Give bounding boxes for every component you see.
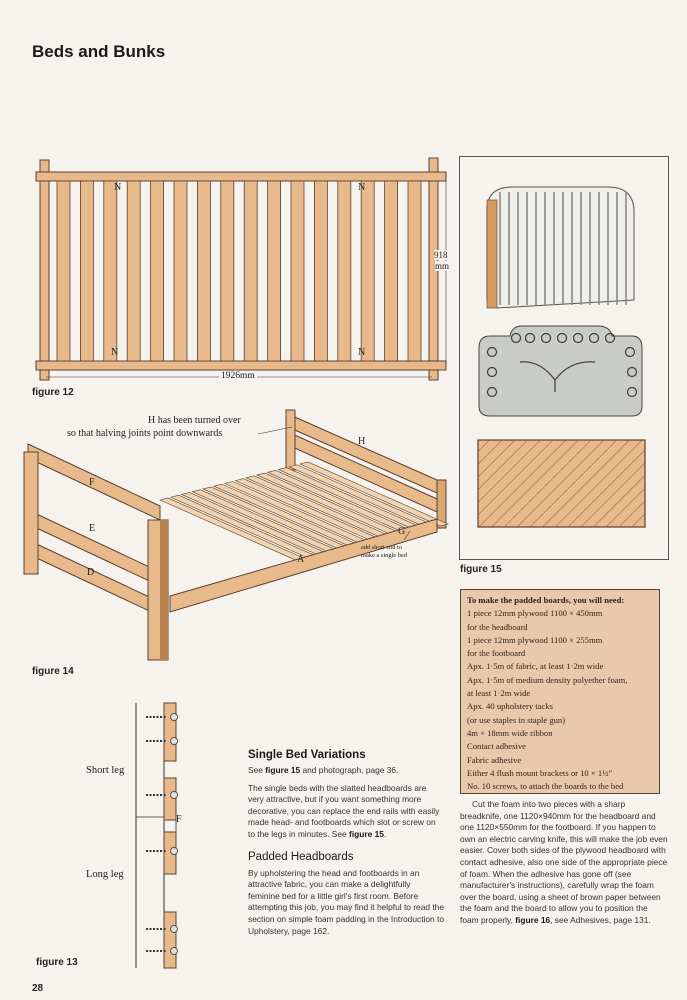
foam-instructions-text: Cut the foam into two pieces with a sharp breadknife, one 1120×940mm for the headboard and one 1120×550mm for the footboard. If you happen to own an electric carving knife, this will make the job even easier. Cover both sides of the plywood headboard with contact adhesive, also one side of the appropriate piece of foam. When the adhesive has gone off (see manufacturer's instructions), carefully wrap the foam over the board, using a sheet of brown paper between the foam and the board to allow you to position the foam properly, xyxy=(460,799,668,925)
fig13-long-leg: Long leg xyxy=(86,869,124,880)
materials-item: 4m × 18mm wide ribbon xyxy=(467,727,553,738)
materials-item: at least 1·2m wide xyxy=(467,688,531,699)
materials-item: Apx. 1·5m of fabric, at least 1·2m wide xyxy=(467,661,604,672)
fig14-label-g: G xyxy=(398,526,406,537)
page-title: Beds and Bunks xyxy=(32,42,166,61)
fig13-short-leg: Short leg xyxy=(86,765,125,776)
single-bed-paragraph xyxy=(248,783,444,841)
fig13-label-f: F xyxy=(176,814,182,825)
materials-item: No. 10 screws, to attach the boards to the bed xyxy=(467,781,624,792)
materials-list xyxy=(467,607,653,793)
fig12-label-n-bottom-right: N xyxy=(358,347,366,358)
materials-item: Contact adhesive xyxy=(467,741,526,752)
fig14-note-line2: so that halving joints point downwards xyxy=(67,428,223,439)
fig12-label-n-bottom-left: N xyxy=(111,347,119,358)
fig12-width-dim: 1926mm xyxy=(221,371,255,381)
fig14-note-line1: H has been turned over xyxy=(148,415,241,426)
single-bed-section xyxy=(248,749,444,937)
single-bed-see xyxy=(248,765,444,777)
fig13-screw-head xyxy=(171,926,178,933)
figure-14-caption: figure 14 xyxy=(32,666,74,677)
materials-item: 1 piece 12mm plywood 1100 × 255mm xyxy=(467,634,603,645)
single-bed-see-fig: figure 15 xyxy=(265,765,301,775)
foam-instructions-end: , see Adhesives, page 131. xyxy=(550,914,651,925)
fig14-label-f: F xyxy=(89,477,95,488)
materials-item: Apx. 40 upholstery tacks xyxy=(467,701,553,712)
figure-12-caption: figure 12 xyxy=(32,387,74,398)
foam-instructions xyxy=(460,799,668,927)
fig14-add-end-note-1: add short end to xyxy=(361,544,402,551)
fig12-label-n-top-left: N xyxy=(114,182,122,193)
materials-item: Apx. 1·5m of medium density polyether foam, xyxy=(467,674,628,685)
single-bed-para-fig: figure 15 xyxy=(349,828,384,839)
fig14-label-h: H xyxy=(358,436,366,447)
single-bed-see-prefix: See xyxy=(248,765,266,775)
fig13-screw-head xyxy=(171,792,178,799)
fig13-screw-head xyxy=(171,848,178,855)
single-bed-para-text: The single beds with the slatted headboards are very attractive, but if you want something more decorative, you can replace the end rails with easily made head- and footboards which slot or screw on to the legs in minutes. See xyxy=(248,782,440,839)
fig14-add-end-note-2: make a single bed xyxy=(361,552,407,559)
materials-item: Fabric adhesive xyxy=(467,754,522,765)
fig14-label-e: E xyxy=(89,523,96,534)
materials-item: for the footboard xyxy=(467,648,526,659)
padded-paragraph: By upholstering the head and footboards in an attractive fabric, you can make a delightfully feminine bed for a little girl's first room. Before attempting this job, you may find it helpful to read the section on simple foam padding in the Introduction to Upholstery, page 162. xyxy=(248,867,445,936)
fig14-label-d: D xyxy=(87,567,95,578)
fig12-height-unit: mm xyxy=(435,261,450,271)
figure-13-caption: figure 13 xyxy=(36,957,78,968)
fig13-screw-head xyxy=(171,948,178,955)
foam-instructions-fig: figure 16 xyxy=(515,914,551,925)
materials-item: 1 piece 12mm plywood 1100 × 450mm xyxy=(467,608,603,619)
materials-title: To make the padded boards, you will need: xyxy=(467,595,625,605)
materials-item: Either 4 flush mount brackets or 10 × 1½″ xyxy=(467,767,613,778)
materials-item: (or use staples in staple gun) xyxy=(467,714,566,725)
fig13-screw-head xyxy=(171,714,178,721)
figure-15-caption: figure 15 xyxy=(460,564,502,575)
fig12-label-n-top-right: N xyxy=(358,182,366,193)
materials-box xyxy=(460,589,660,794)
materials-item: for the headboard xyxy=(467,621,528,632)
fig12-height-dim: 918 xyxy=(434,250,448,260)
fig13-screw-head xyxy=(171,738,178,745)
fig14-label-a: A xyxy=(297,554,305,565)
single-bed-see-suffix: and photograph, page 36. xyxy=(300,765,399,775)
single-bed-para-end: . xyxy=(383,828,387,839)
page-number: 28 xyxy=(32,983,44,994)
padded-heading: Padded Headboards xyxy=(248,850,354,863)
single-bed-heading: Single Bed Variations xyxy=(248,749,366,761)
